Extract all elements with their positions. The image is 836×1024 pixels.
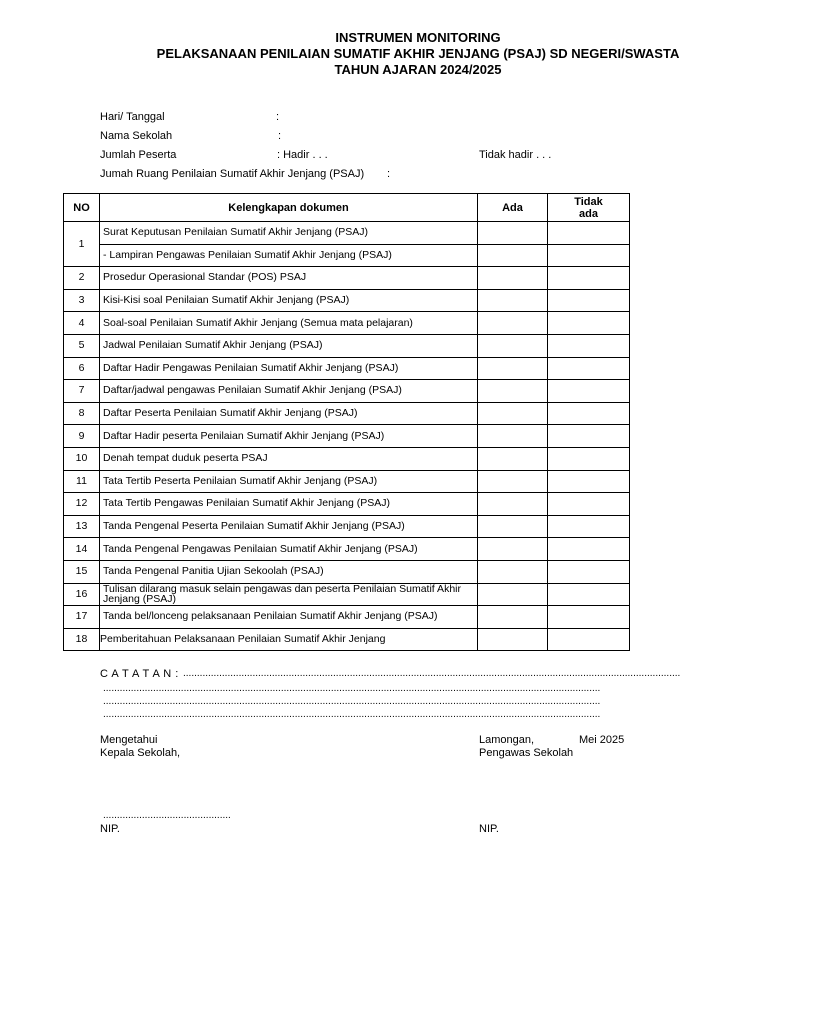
hari-tanggal-label: Hari/ Tanggal xyxy=(100,111,165,123)
jumlah-peserta-label: Jumlah Peserta xyxy=(100,149,177,161)
row-document: Tanda bel/lonceng pelaksanaan Penilaian Sumatif Akhir Jenjang (PSAJ) xyxy=(100,606,478,629)
row-number: 6 xyxy=(64,357,100,380)
row-document: Pemberitahuan Pelaksanaan Penilaian Sumatif Akhir Jenjang xyxy=(100,628,478,651)
row-number: 4 xyxy=(64,312,100,335)
tidak-ada-cell[interactable] xyxy=(548,606,630,629)
tidak-ada-cell[interactable] xyxy=(548,447,630,470)
tidak-ada-cell[interactable] xyxy=(548,538,630,561)
tidak-ada-cell[interactable] xyxy=(548,515,630,538)
ada-cell[interactable] xyxy=(478,493,548,516)
table-row xyxy=(64,380,630,403)
tidak-ada-cell[interactable] xyxy=(548,628,630,651)
tidak-ada-cell[interactable] xyxy=(548,583,630,606)
tidak-ada-cell[interactable] xyxy=(548,244,630,267)
table-row xyxy=(64,628,630,651)
table-row xyxy=(64,470,630,493)
row-number: 17 xyxy=(64,606,100,629)
row-document: Prosedur Operasional Standar (POS) PSAJ xyxy=(100,267,478,290)
row-document: Daftar Peserta Penilaian Sumatif Akhir Jenjang (PSAJ) xyxy=(100,402,478,425)
row-number: 18 xyxy=(64,628,100,651)
row-number: 8 xyxy=(64,402,100,425)
pengawas-nip: NIP. xyxy=(479,823,499,835)
row-number: 7 xyxy=(64,380,100,403)
tidak-ada-cell[interactable] xyxy=(548,312,630,335)
row-document: Tata Tertib Pengawas Penilaian Sumatif Akhir Jenjang (PSAJ) xyxy=(100,493,478,516)
tidak-ada-cell[interactable] xyxy=(548,560,630,583)
catatan-line-2[interactable]: ................................................................................................................................................................................... xyxy=(103,683,601,694)
table-row xyxy=(64,357,630,380)
ada-cell[interactable] xyxy=(478,515,548,538)
tidak-ada-cell[interactable] xyxy=(548,357,630,380)
row-number: 14 xyxy=(64,538,100,561)
table-row xyxy=(64,425,630,448)
row-document: Tanda Pengenal Peserta Penilaian Sumatif Akhir Jenjang (PSAJ) xyxy=(100,515,478,538)
table-row xyxy=(64,244,630,267)
tidak-ada-cell[interactable] xyxy=(548,493,630,516)
row-document: Daftar Hadir Pengawas Penilaian Sumatif Akhir Jenjang (PSAJ) xyxy=(100,357,478,380)
row-document: Tulisan dilarang masuk selain pengawas dan peserta Penilaian Sumatif Akhir Jenjang (PSAJ) xyxy=(100,583,478,606)
catatan-label: C A T A T A N : xyxy=(100,668,179,680)
ada-cell[interactable] xyxy=(478,560,548,583)
row-document: Denah tempat duduk peserta PSAJ xyxy=(100,447,478,470)
table-row xyxy=(64,289,630,312)
jumlah-ruang-colon: : xyxy=(387,168,391,180)
row-document: Jadwal Penilaian Sumatif Akhir Jenjang (PSAJ) xyxy=(100,334,478,357)
tidak-ada-cell[interactable] xyxy=(548,380,630,403)
table-row xyxy=(64,222,630,245)
pengawas-sekolah-label: Pengawas Sekolah xyxy=(479,747,574,759)
place-label: Lamongan, xyxy=(479,734,535,746)
table-row xyxy=(64,606,630,629)
ada-cell[interactable] xyxy=(478,425,548,448)
kepala-sekolah-nip: NIP. xyxy=(100,823,120,835)
ada-cell[interactable] xyxy=(478,267,548,290)
row-document: Soal-soal Penilaian Sumatif Akhir Jenjang (Semua mata pelajaran) xyxy=(100,312,478,335)
checklist-table xyxy=(63,193,630,651)
jumlah-ruang-label: Jumah Ruang Penilaian Sumatif Akhir Jenjang (PSAJ) xyxy=(100,168,365,180)
table-row xyxy=(64,515,630,538)
ada-cell[interactable] xyxy=(478,357,548,380)
row-number: 15 xyxy=(64,560,100,583)
ada-cell[interactable] xyxy=(478,470,548,493)
header-tidak-ada: Tidak ada xyxy=(548,194,630,222)
row-document: - Lampiran Pengawas Penilaian Sumatif Akhir Jenjang (PSAJ) xyxy=(100,244,478,267)
table-row xyxy=(64,447,630,470)
ada-cell[interactable] xyxy=(478,222,548,245)
catatan-line-3[interactable]: ................................................................................................................................................................................... xyxy=(103,696,601,707)
table-row xyxy=(64,267,630,290)
table-row xyxy=(64,402,630,425)
row-document: Tanda Pengenal Panitia Ujian Sekoolah (PSAJ) xyxy=(100,560,478,583)
table-header-row xyxy=(64,194,630,222)
hadir-field: : Hadir . . . xyxy=(277,149,328,161)
ada-cell[interactable] xyxy=(478,312,548,335)
header-ada: Ada xyxy=(478,194,548,222)
table-row xyxy=(64,493,630,516)
table-row xyxy=(64,538,630,561)
header-no: NO xyxy=(64,194,100,222)
catatan-line-4[interactable]: ................................................................................................................................................................................... xyxy=(103,709,601,720)
document-year: TAHUN AJARAN 2024/2025 xyxy=(334,62,502,77)
tidak-ada-cell[interactable] xyxy=(548,334,630,357)
kepala-sekolah-label: Kepala Sekolah, xyxy=(100,747,181,759)
kepala-sekolah-name-line[interactable]: .............................................. xyxy=(103,810,231,821)
row-document: Daftar/jadwal pengawas Penilaian Sumatif Akhir Jenjang (PSAJ) xyxy=(100,380,478,403)
ada-cell[interactable] xyxy=(478,583,548,606)
tidak-ada-cell[interactable] xyxy=(548,267,630,290)
table-row xyxy=(64,334,630,357)
tidak-ada-cell[interactable] xyxy=(548,222,630,245)
row-number: 16 xyxy=(64,583,100,606)
row-document: Daftar Hadir peserta Penilaian Sumatif Akhir Jenjang (PSAJ) xyxy=(100,425,478,448)
ada-cell[interactable] xyxy=(478,538,548,561)
mengetahui-label: Mengetahui xyxy=(100,734,158,746)
catatan-line-1[interactable]: ................................................................................................................................................................................... xyxy=(183,668,681,679)
table-row xyxy=(64,560,630,583)
row-number: 2 xyxy=(64,267,100,290)
ada-cell[interactable] xyxy=(478,447,548,470)
row-number: 3 xyxy=(64,289,100,312)
document-title: INSTRUMEN MONITORING xyxy=(335,30,501,45)
tidak-ada-cell[interactable] xyxy=(548,470,630,493)
row-document: Tanda Pengenal Pengawas Penilaian Sumatif Akhir Jenjang (PSAJ) xyxy=(100,538,478,561)
date-label: Mei 2025 xyxy=(579,734,625,746)
ada-cell[interactable] xyxy=(478,628,548,651)
table-row xyxy=(64,312,630,335)
ada-cell[interactable] xyxy=(478,334,548,357)
ada-cell[interactable] xyxy=(478,606,548,629)
row-document: Surat Keputusan Penilaian Sumatif Akhir Jenjang (PSAJ) xyxy=(100,222,478,245)
tidak-ada-cell[interactable] xyxy=(548,402,630,425)
row-document: Kisi-Kisi soal Penilaian Sumatif Akhir Jenjang (PSAJ) xyxy=(100,289,478,312)
row-number: 12 xyxy=(64,493,100,516)
ada-cell[interactable] xyxy=(478,402,548,425)
tidak-ada-cell[interactable] xyxy=(548,425,630,448)
tidak-ada-cell[interactable] xyxy=(548,289,630,312)
row-number: 9 xyxy=(64,425,100,448)
header-kelengkapan-dokumen: Kelengkapan dokumen xyxy=(100,194,478,222)
ada-cell[interactable] xyxy=(478,380,548,403)
row-number: 11 xyxy=(64,470,100,493)
hari-tanggal-colon: : xyxy=(276,111,280,123)
table-row xyxy=(64,583,630,606)
nama-sekolah-colon: : xyxy=(278,130,282,142)
ada-cell[interactable] xyxy=(478,289,548,312)
row-number: 13 xyxy=(64,515,100,538)
nama-sekolah-label: Nama Sekolah xyxy=(100,130,173,142)
row-number: 10 xyxy=(64,447,100,470)
row-number: 5 xyxy=(64,334,100,357)
row-number: 1 xyxy=(64,222,100,267)
row-document: Tata Tertib Peserta Penilaian Sumatif Akhir Jenjang (PSAJ) xyxy=(100,470,478,493)
document-subtitle: PELAKSANAAN PENILAIAN SUMATIF AKHIR JENJANG (PSAJ) SD NEGERI/SWASTA xyxy=(156,46,680,61)
tidak-hadir-field: Tidak hadir . . . xyxy=(479,149,552,161)
ada-cell[interactable] xyxy=(478,244,548,267)
